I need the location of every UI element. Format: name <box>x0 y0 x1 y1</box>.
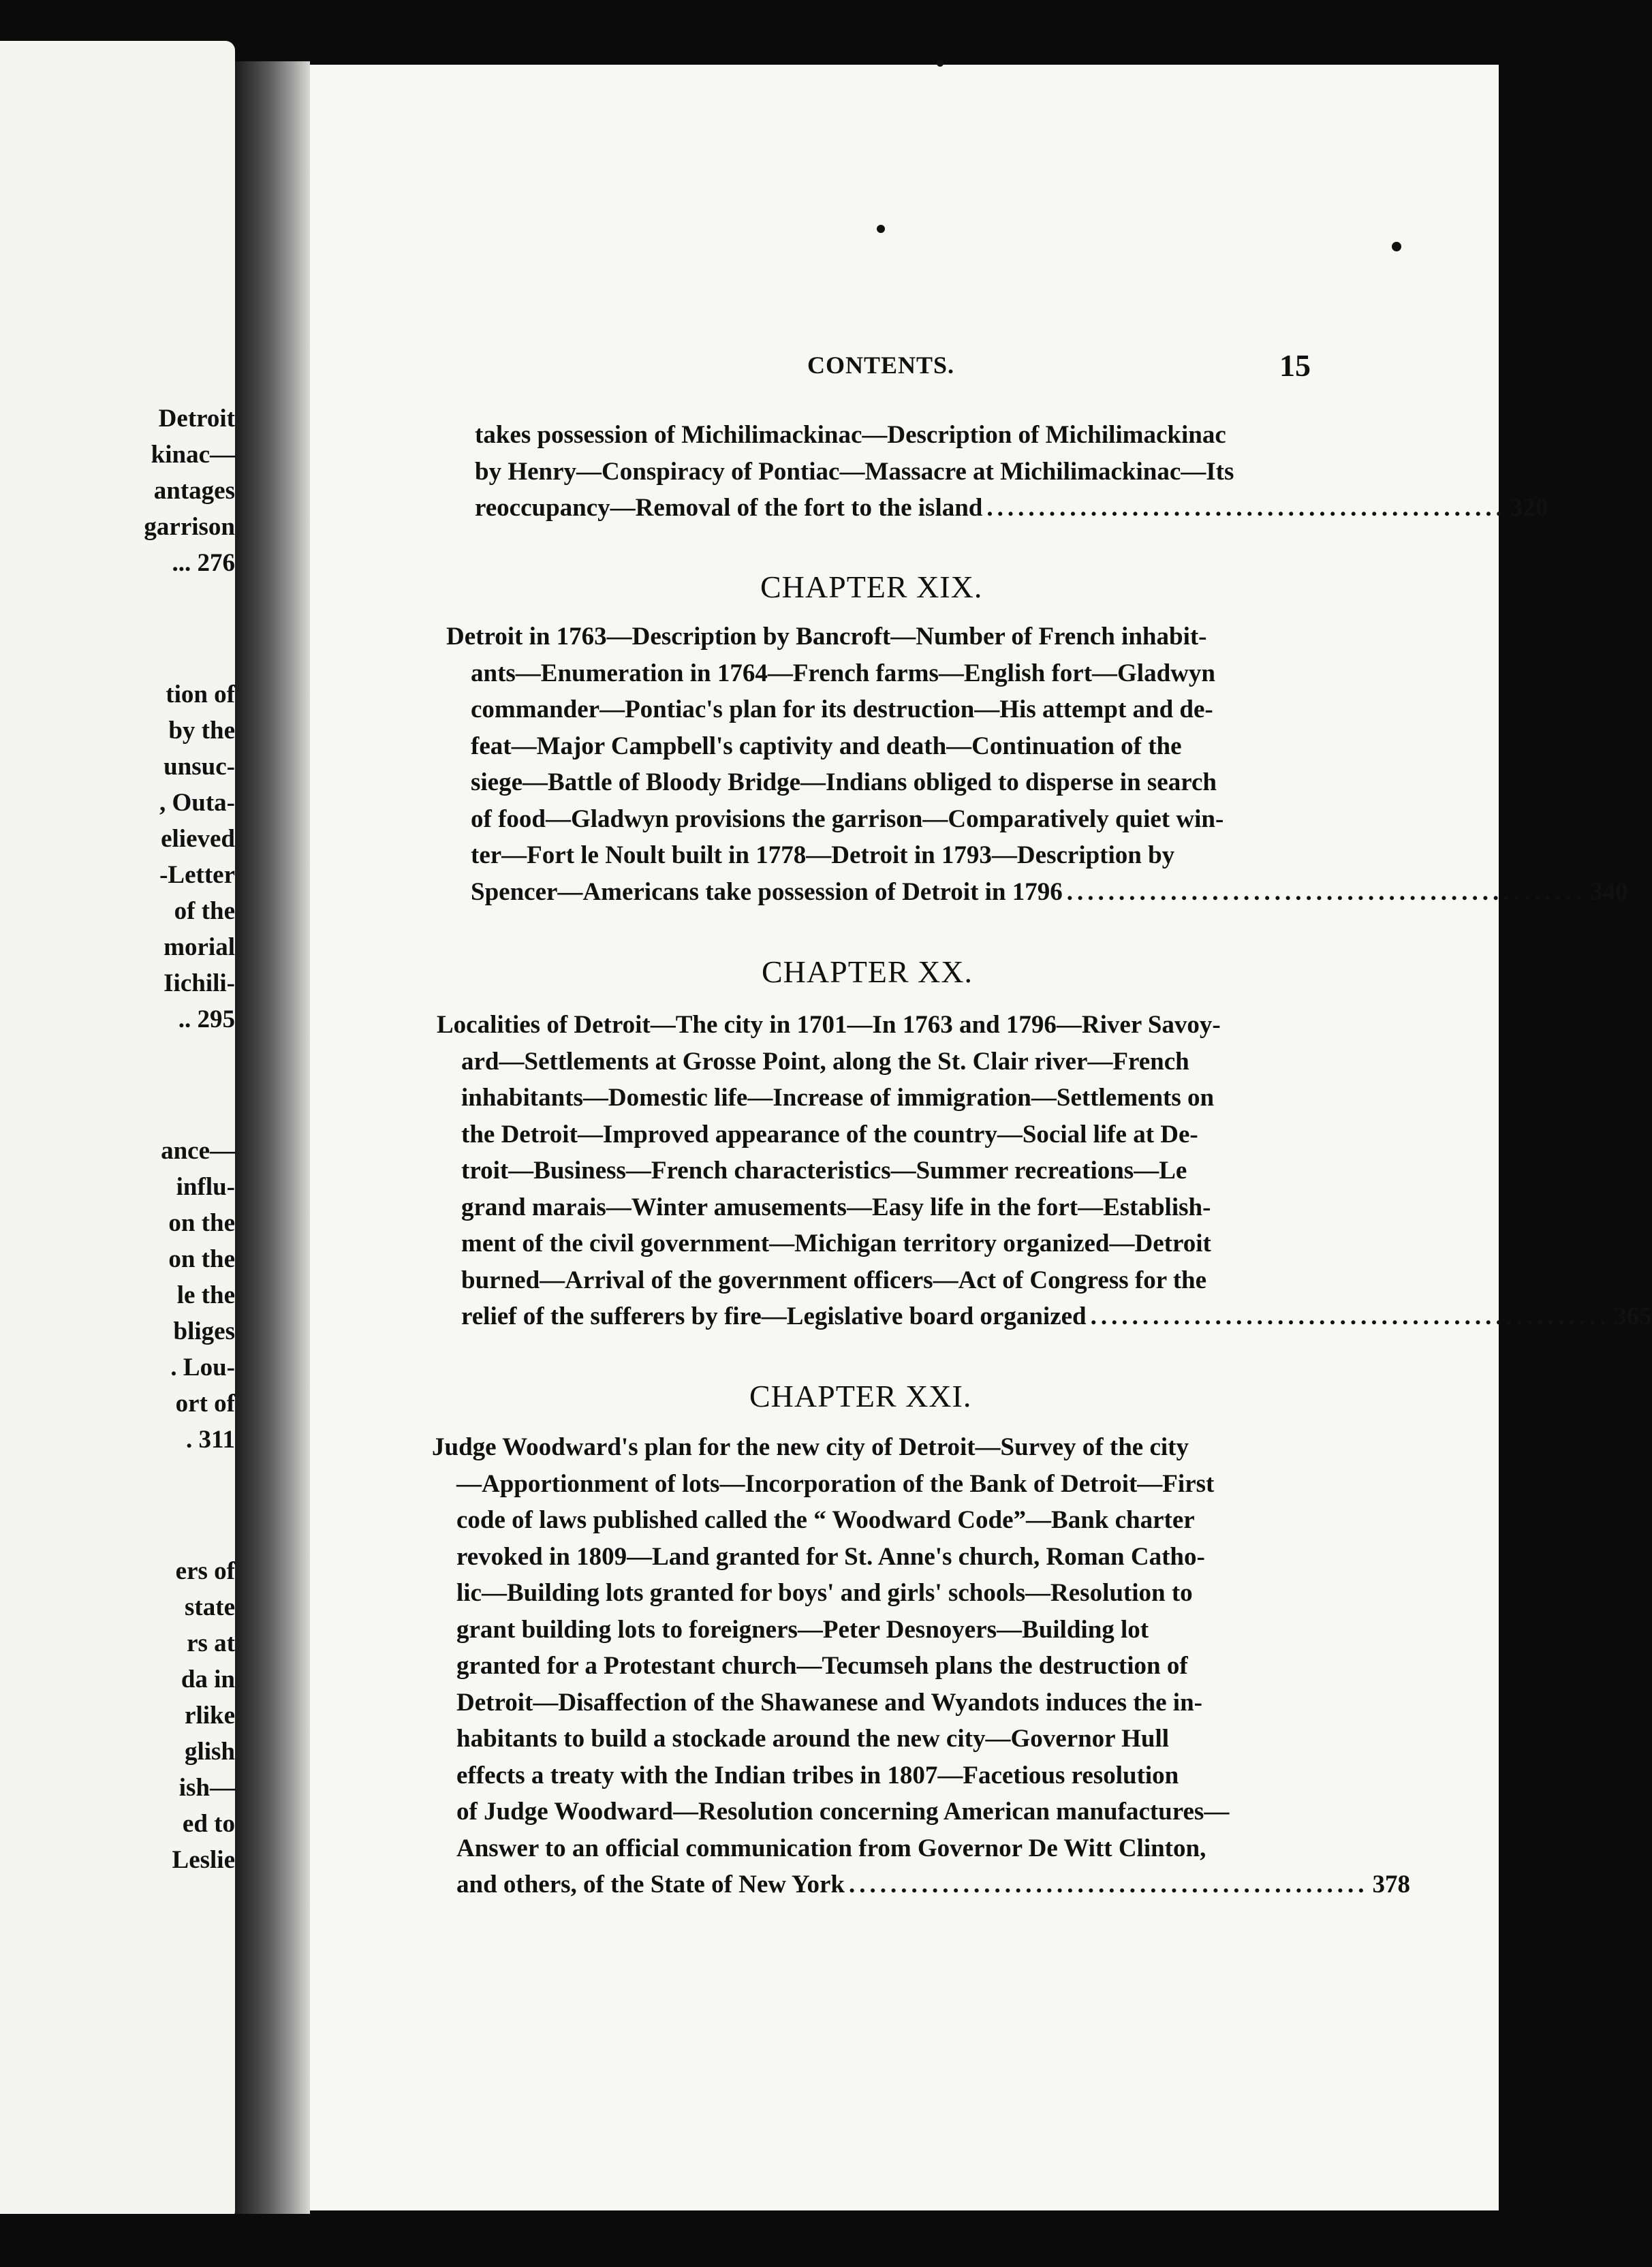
left-page-fragment: Iichili- <box>163 969 235 997</box>
entry-line: —Apportionment of lots—Incorporation of the Bank of Detroit—First <box>456 1469 1215 1498</box>
entry-line: grant building lots to foreigners—Peter Desnoyers—Building lot <box>456 1615 1149 1644</box>
left-page-fragment: antages <box>153 477 235 505</box>
entry-line: ment of the civil government—Michigan territory organized—Detroit <box>461 1230 1211 1257</box>
entry-last-text: reoccupancy—Removal of the fort to the island <box>475 494 983 522</box>
left-page-fragment: rlike <box>185 1702 235 1730</box>
entry-page-ref: 340 <box>1590 877 1628 906</box>
left-page-fragment: glish <box>184 1738 235 1766</box>
entry-line: the Detroit—Improved appearance of the country—Social life at De- <box>461 1120 1198 1148</box>
left-page-fragment: by the <box>168 717 235 745</box>
left-page-fragment: ... 276 <box>172 549 235 577</box>
entry-line: ard—Settlements at Grosse Point, along the St. Clair river—French <box>461 1047 1189 1076</box>
entry-line: siege—Battle of Bloody Bridge—Indians obliged to disperse in search <box>471 768 1217 796</box>
entry-line: of food—Gladwyn provisions the garrison—Comparatively quiet win- <box>471 804 1224 833</box>
entry-line: by Henry—Conspiracy of Pontiac—Massacre at Michilimackinac—Its <box>475 457 1234 486</box>
entry-line: habitants to build a stockade around the new city—Governor Hull <box>456 1725 1170 1753</box>
left-page-fragment: . 311 <box>186 1426 235 1454</box>
left-page-fragment: garrison <box>144 513 235 541</box>
leader-dots: .................................................. <box>986 494 1506 522</box>
left-page-fragment: Leslie <box>172 1846 235 1874</box>
left-page-fragment: morial <box>163 933 235 961</box>
entry-last-line <box>432 1866 1411 1903</box>
leader-dots: .................................................. <box>1066 877 1587 906</box>
entry-line: troit—Business—French characteristics—Summer recreations—Le <box>461 1157 1187 1185</box>
entry-line: lic—Building lots granted for boys' and girls' schools—Resolution to <box>456 1579 1193 1607</box>
page-number: 15 <box>1279 348 1311 383</box>
left-page-fragment: rs at <box>187 1629 235 1657</box>
book-gutter <box>235 61 310 2214</box>
entry-page-ref: 320 <box>1510 494 1548 522</box>
scan-speck <box>877 225 885 233</box>
left-page-fragment: .. 295 <box>178 1005 235 1033</box>
entry-line: granted for a Protestant church—Tecumseh plans the destruction of <box>456 1652 1188 1680</box>
scan-speck <box>937 60 944 67</box>
left-page-fragment: tion of <box>166 681 235 708</box>
entry-line: commander—Pontiac's plan for its destruction—His attempt and de- <box>471 695 1213 723</box>
entry-line: takes possession of Michilimackinac—Description of Michilimackinac <box>475 421 1226 449</box>
left-page-fragment: on the <box>168 1245 235 1273</box>
entry-line: Detroit in 1763—Description by Bancroft—Number of French inhabit- <box>446 623 1207 651</box>
entry-line: Judge Woodward's plan for the new city of Detroit—Survey of the city <box>432 1433 1189 1461</box>
left-page-fragment: kinac— <box>151 441 235 469</box>
bottom-scan-border <box>0 2214 1553 2267</box>
entry-line: Answer to an official communication from Governor De Witt Clinton, <box>456 1834 1206 1862</box>
entry-last-text: and others, of the State of New York <box>456 1871 845 1898</box>
entry-line: Localities of Detroit—The city in 1701—In 1763 and 1796—River Savoy- <box>437 1011 1221 1039</box>
running-header-title: CONTENTS. <box>807 351 955 379</box>
entry-line: Detroit—Disaffection of the Shawanese and Wyandots induces the in- <box>456 1688 1202 1717</box>
entry-last-line <box>475 490 1548 527</box>
left-page-fragment: , Outa- <box>159 789 235 817</box>
entry-last-text: Spencer—Americans take possession of Detroit in 1796 <box>471 877 1063 906</box>
leader-dots: .................................................. <box>849 1871 1369 1898</box>
left-page-fragment: on the <box>168 1209 235 1237</box>
left-page-fragment: -Letter <box>159 861 235 889</box>
right-scan-border <box>1499 0 1553 2267</box>
left-page-fragment: ish— <box>178 1774 235 1802</box>
left-page-fragment: influ- <box>176 1173 235 1201</box>
entry-line: effects a treaty with the Indian tribes in 1807—Facetious resolution <box>456 1761 1179 1789</box>
entry-line: feat—Major Campbell's captivity and death—Continuation of the <box>471 732 1182 760</box>
left-page-fragment: Detroit <box>158 405 235 433</box>
left-page-fragment: ers of <box>175 1557 235 1585</box>
chapter-heading: CHAPTER XXI. <box>749 1379 972 1413</box>
entry-last-line <box>446 874 1628 911</box>
entry-page-ref: 365 <box>1614 1302 1652 1330</box>
entry-line: burned—Arrival of the government officers—Act of Congress for the <box>461 1266 1207 1294</box>
chapter-entry <box>437 1007 1652 1335</box>
left-page-fragment: unsuc- <box>163 753 235 781</box>
left-page-fragment: . Lou- <box>170 1354 235 1381</box>
continuation-entry <box>475 417 1548 527</box>
left-page-fragment: ance— <box>161 1137 235 1165</box>
top-scan-border <box>0 0 1553 41</box>
leader-dots: .................................................. <box>1090 1302 1610 1330</box>
left-page-fragment: state <box>185 1593 235 1621</box>
chapter-heading: CHAPTER XIX. <box>760 569 983 604</box>
left-page-fragment: elieved <box>161 825 235 853</box>
entry-line: ter—Fort le Noult built in 1778—Detroit in 1793—Description by <box>471 841 1175 869</box>
chapter-entry <box>446 619 1628 910</box>
entry-last-text: relief of the sufferers by fire—Legislative board organized <box>461 1302 1087 1330</box>
entry-line: inhabitants—Domestic life—Increase of immigration—Settlements on <box>461 1084 1215 1112</box>
entry-last-line <box>437 1298 1652 1335</box>
left-page-fragment: le the <box>176 1281 235 1309</box>
left-page-fragment: of the <box>174 897 235 925</box>
scan-speck <box>1392 242 1401 251</box>
entry-line: revoked in 1809—Land granted for St. Anne's church, Roman Catho- <box>456 1542 1205 1571</box>
left-page-fragment: ort of <box>175 1390 235 1418</box>
left-page-fragment: ed to <box>182 1810 235 1838</box>
entry-line: grand marais—Winter amusements—Easy life in the fort—Establish- <box>461 1193 1211 1221</box>
chapter-heading: CHAPTER XX. <box>762 954 973 989</box>
chapter-entry <box>432 1429 1411 1903</box>
entry-page-ref: 378 <box>1372 1871 1411 1898</box>
entry-line: code of laws published called the “ Woodward Code”—Bank charter <box>456 1506 1195 1534</box>
entry-line: ants—Enumeration in 1764—French farms—English fort—Gladwyn <box>471 659 1215 687</box>
left-page-fragment: da in <box>181 1666 235 1693</box>
left-page-fragment: bliges <box>173 1317 235 1345</box>
left-page-edge <box>0 41 235 2221</box>
entry-line: of Judge Woodward—Resolution concerning American manufactures— <box>456 1798 1230 1826</box>
